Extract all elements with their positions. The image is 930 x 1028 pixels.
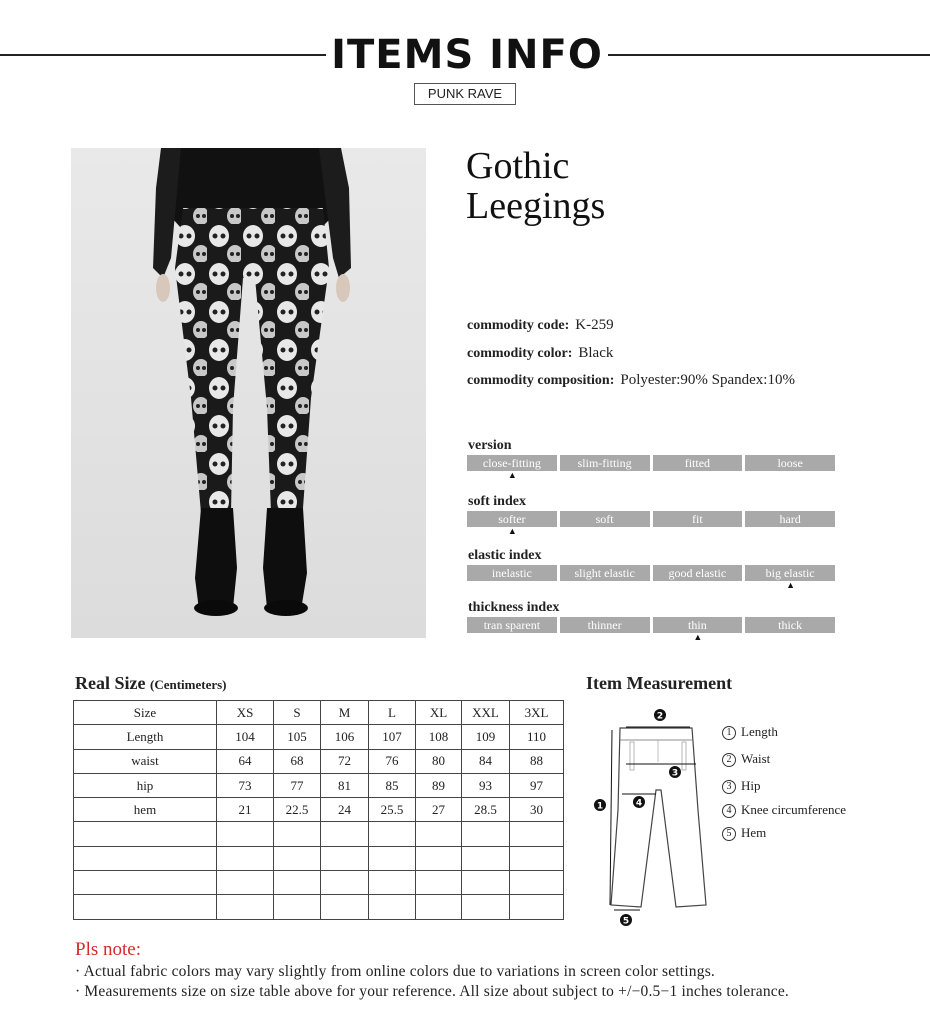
table-cell: [217, 871, 274, 895]
table-cell: [510, 822, 564, 846]
table-cell: 73: [217, 773, 274, 797]
table-cell: [274, 846, 321, 870]
table-cell: 89: [416, 773, 462, 797]
spec-color-value: Black: [578, 345, 614, 361]
table-cell: waist: [74, 749, 217, 773]
index-option: thick: [745, 617, 835, 633]
index-bar: [467, 511, 835, 527]
product-photo: [71, 148, 426, 638]
index-option: close-fitting: [467, 455, 557, 471]
size-table-title: [75, 673, 227, 694]
table-cell: [217, 822, 274, 846]
table-cell: 22.5: [274, 798, 321, 822]
table-cell: M: [321, 701, 369, 725]
table-header-row: [74, 701, 564, 725]
table-cell: 85: [369, 773, 416, 797]
table-cell: [74, 895, 217, 919]
legend-num: 5: [722, 827, 736, 841]
table-cell: 84: [462, 749, 510, 773]
table-cell: [510, 871, 564, 895]
index-option: soft: [560, 511, 650, 527]
spec-code-key: commodity code:: [467, 318, 570, 333]
legend-item-hip: [722, 778, 761, 794]
table-cell: XL: [416, 701, 462, 725]
table-cell: [274, 871, 321, 895]
table-row: [74, 846, 564, 870]
index-option: softer: [467, 511, 557, 527]
table-cell: 106: [321, 725, 369, 749]
table-cell: [321, 846, 369, 870]
legend-num: 1: [722, 726, 736, 740]
index-selected-marker-icon: ▲: [786, 580, 796, 590]
table-cell: 104: [217, 725, 274, 749]
legend-item-hem: [722, 825, 766, 841]
legend-item-waist: [722, 751, 770, 767]
index-option: big elastic: [745, 565, 835, 581]
table-cell: [217, 846, 274, 870]
table-cell: 21: [217, 798, 274, 822]
table-cell: [217, 895, 274, 919]
note-item: · Actual fabric colors may vary slightly from online colors due to variations in screen color settings.: [75, 963, 716, 980]
size-table: [73, 700, 564, 920]
spec-code-value: K-259: [575, 317, 614, 333]
table-cell: [74, 822, 217, 846]
table-cell: [462, 895, 510, 919]
table-cell: 76: [369, 749, 416, 773]
table-row: [74, 798, 564, 822]
product-title-line1: Gothic: [466, 145, 570, 187]
table-cell: L: [369, 701, 416, 725]
index-option: thin: [653, 617, 743, 633]
product-title-line2: Leegings: [466, 185, 606, 227]
legend-item-knee: [722, 802, 846, 818]
index-bar: [467, 565, 835, 581]
index-bar: [467, 455, 835, 471]
table-cell: 109: [462, 725, 510, 749]
spec-code: [467, 317, 614, 334]
legend-item-length: [722, 724, 778, 740]
table-cell: Length: [74, 725, 217, 749]
table-cell: 88: [510, 749, 564, 773]
table-cell: [462, 871, 510, 895]
table-cell: [416, 846, 462, 870]
legend-label: Length: [741, 724, 778, 739]
table-cell: 24: [321, 798, 369, 822]
table-cell: [510, 846, 564, 870]
table-cell: [416, 871, 462, 895]
page-title: ITEMS INFO: [331, 32, 603, 78]
table-cell: [321, 871, 369, 895]
table-row: [74, 725, 564, 749]
table-cell: [74, 871, 217, 895]
diagram-marker-1: 1: [596, 801, 604, 812]
table-cell: XXL: [462, 701, 510, 725]
table-cell: 72: [321, 749, 369, 773]
brand-badge: PUNK RAVE: [414, 83, 516, 105]
table-cell: [369, 846, 416, 870]
table-cell: [274, 822, 321, 846]
legend-num: 3: [722, 780, 736, 794]
index-option: slim-fitting: [560, 455, 650, 471]
table-cell: S: [274, 701, 321, 725]
index-option: fit: [653, 511, 743, 527]
table-cell: [369, 822, 416, 846]
table-cell: 25.5: [369, 798, 416, 822]
table-cell: 27: [416, 798, 462, 822]
index-label: thickness index: [468, 600, 560, 615]
table-cell: [369, 895, 416, 919]
table-row: [74, 871, 564, 895]
legend-label: Waist: [741, 751, 771, 766]
spec-color-key: commodity color:: [467, 346, 573, 361]
legend-label: Knee circumference: [741, 802, 847, 817]
legend-num: 2: [722, 753, 736, 767]
index-bar: [467, 617, 835, 633]
table-cell: [416, 895, 462, 919]
index-selected-marker-icon: ▲: [507, 526, 517, 536]
spec-composition-value: Polyester:90% Spandex:10%: [620, 372, 795, 388]
table-row: [74, 895, 564, 919]
table-cell: XS: [217, 701, 274, 725]
index-option: tran sparent: [467, 617, 557, 633]
index-option: fitted: [653, 455, 743, 471]
index-label: soft index: [468, 494, 526, 509]
table-cell: 64: [217, 749, 274, 773]
index-option: good elastic: [653, 565, 743, 581]
table-cell: 68: [274, 749, 321, 773]
table-cell: 30: [510, 798, 564, 822]
table-cell: [321, 822, 369, 846]
table-cell: 80: [416, 749, 462, 773]
table-cell: 28.5: [462, 798, 510, 822]
table-cell: Size: [74, 701, 217, 725]
index-selected-marker-icon: ▲: [507, 470, 517, 480]
diagram-marker-4: 4: [635, 798, 643, 809]
index-label: elastic index: [468, 548, 542, 563]
index-option: slight elastic: [560, 565, 650, 581]
measurement-title: Item Measurement: [586, 673, 733, 693]
table-cell: [321, 895, 369, 919]
table-cell: [369, 871, 416, 895]
product-title: [466, 146, 605, 226]
diagram-marker-5: 5: [622, 916, 630, 927]
table-cell: 97: [510, 773, 564, 797]
index-label: version: [468, 438, 512, 453]
note-item: · Measurements size on size table above for your reference. All size about subject to +/−0.5−1 inches tolerance.: [75, 983, 790, 1000]
table-cell: [274, 895, 321, 919]
table-cell: 93: [462, 773, 510, 797]
spec-composition: [467, 372, 795, 389]
table-cell: 77: [274, 773, 321, 797]
index-selected-marker-icon: ▲: [693, 632, 703, 642]
legend-num: 4: [722, 804, 736, 818]
table-row: [74, 773, 564, 797]
table-cell: 81: [321, 773, 369, 797]
index-option: hard: [745, 511, 835, 527]
header-rule-left: [0, 54, 326, 56]
index-option: thinner: [560, 617, 650, 633]
table-cell: [74, 846, 217, 870]
pants-diagram: [586, 700, 720, 930]
size-table-unit: (Centimeters): [149, 677, 227, 692]
legend-label: Hem: [741, 825, 767, 840]
table-cell: 110: [510, 725, 564, 749]
table-cell: hip: [74, 773, 217, 797]
spec-color: [467, 345, 613, 362]
table-cell: 3XL: [510, 701, 564, 725]
header-rule-right: [608, 54, 930, 56]
spec-composition-key: commodity composition:: [467, 373, 615, 388]
table-cell: 108: [416, 725, 462, 749]
diagram-marker-2: 2: [656, 711, 664, 722]
table-cell: [510, 895, 564, 919]
diagram-marker-3: 3: [671, 768, 679, 779]
table-cell: 107: [369, 725, 416, 749]
table-row: [74, 749, 564, 773]
table-cell: [416, 822, 462, 846]
table-row: [74, 822, 564, 846]
table-cell: 105: [274, 725, 321, 749]
table-cell: [462, 822, 510, 846]
table-cell: [462, 846, 510, 870]
note-title: Pls note:: [75, 939, 141, 960]
index-option: inelastic: [467, 565, 557, 581]
index-option: loose: [745, 455, 835, 471]
size-table-heading: Real Size: [75, 673, 146, 693]
table-cell: hem: [74, 798, 217, 822]
legend-label: Hip: [741, 778, 761, 793]
